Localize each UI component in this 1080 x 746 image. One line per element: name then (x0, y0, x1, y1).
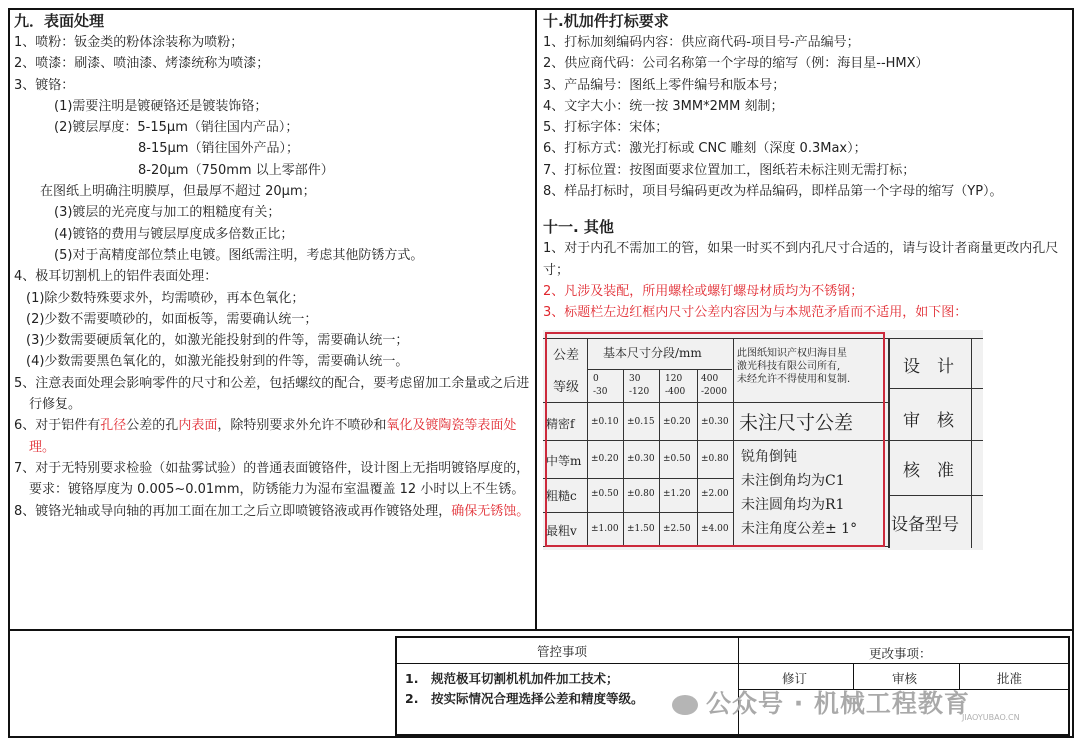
range-3: 400 (701, 374, 719, 384)
grade-header-2: 等级 (553, 380, 580, 395)
marking-section (543, 10, 1068, 324)
mark-item-3: 3、产品编号：图纸上零件编号和版本号； (543, 77, 786, 93)
item-5: 5、注意表面处理会影响零件的尺寸和公差，包括螺纹的配合，要考虑留加工余量或之后进行修复。 (14, 375, 530, 413)
copyright-1: 此图纸知识产权归海目星 (737, 348, 847, 359)
cell: ±1.20 (663, 489, 691, 499)
row-name-medium: 中等m (546, 454, 582, 468)
item-6-a: 6、对于铝件有 (14, 418, 101, 434)
range-1b: -120 (629, 387, 650, 397)
item-1: 1、喷粉：钣金类的粉体涂装称为喷粉； (14, 35, 244, 50)
mark-item-2: 2、供应商代码：公司名称第一个字母的缩写（例：海目星--HMX） (543, 56, 929, 72)
watermark (672, 684, 970, 720)
footer-divider (8, 629, 1074, 631)
cell: ±0.20 (663, 417, 691, 427)
row-name-very-coarse: 最粗v (546, 524, 577, 538)
approve-label-bottom: 批准 (997, 671, 1023, 686)
item-4-4: (4)少数需要黑色氧化的，如激光能投射到的件等，需要确认统一。 (26, 354, 409, 370)
watermark-text: 公众号 · 机械工程教育 (706, 689, 970, 718)
cell: ±0.80 (627, 489, 655, 499)
item-6-f: 氧化及镀陶瓷等表面处理。 (29, 418, 517, 455)
cell: ±0.20 (591, 454, 619, 464)
design-label: 设 计 (903, 357, 954, 377)
control-title: 管控事项 (537, 644, 588, 659)
cell: ±4.00 (701, 524, 729, 534)
item-3: 3、镀铬： (14, 77, 75, 93)
mark-item-8: 8、样品打标时，项目号编码更改为样品编码，即样品第一个字母的缩写（YP）。 (543, 184, 1003, 200)
control-item-1: 1. 规范极耳切割机机加件加工技术； (405, 671, 619, 686)
range-0b: -30 (593, 387, 608, 397)
model-label: 设备型号 (891, 515, 959, 535)
range-0: 0 (593, 374, 599, 384)
column-divider (535, 8, 537, 630)
item-3-note: 在图纸上明确注明膜厚，但最厚不超过 20μm； (40, 184, 316, 200)
item-6-d: 内表面 (178, 418, 218, 434)
cell: ±1.50 (627, 524, 655, 534)
wechat-icon (672, 695, 698, 715)
edge-note-3: 未注圆角均为R1 (741, 497, 845, 513)
range-2: 120 (665, 374, 683, 384)
cell: ±0.10 (591, 417, 619, 427)
item-4-3: (3)少数需要硬质氧化的，如激光能投射到的件等，需要确认统一； (26, 333, 409, 349)
other-item-3: 3、标题栏左边红框内尺寸公差内容因为与本规范矛盾而不适用，如下图： (543, 305, 968, 321)
title-block-image (543, 330, 983, 550)
section-title-surface: 九．表面处理 (14, 12, 105, 30)
item-3-4: (4)镀铬的费用与镀层厚度成多倍数正比； (54, 226, 294, 242)
cell: ±0.80 (701, 454, 729, 464)
row-name-coarse: 粗糙c (546, 489, 577, 503)
mark-item-5: 5、打标字体：宋体； (543, 120, 669, 136)
section-title-other: 十一. 其他 (543, 218, 614, 237)
item-4-1: (1)除少数特殊要求外，均需喷砂，再本色氧化； (26, 290, 305, 306)
cell: ±0.50 (591, 489, 619, 499)
cell: ±1.00 (591, 524, 619, 534)
unmarked-tolerance: 未注尺寸公差 (739, 412, 854, 434)
edge-note-2: 未注倒角均为C1 (741, 473, 845, 489)
surface-treatment-section (14, 10, 532, 522)
mark-item-4: 4、文字大小：统一按 3MM*2MM 刻制； (543, 98, 784, 114)
item-7: 7、对于无特别要求检验（如盐雾试验）的普通表面镀铬件，设计图上无指明镀铬厚度的，要求：镀铬厚度为 0.005~0.01mm，防锈能力为湿布室温覆盖 12 小时以上不生锈。 (14, 460, 530, 498)
cell: ±0.30 (627, 454, 655, 464)
range-3b: -2000 (701, 387, 727, 397)
item-8-a: 8、镀铬光轴或导向轴的再加工面在加工之后立即喷镀铬液或再作镀铬处理， (14, 503, 452, 519)
grade-header-1: 公差 (553, 348, 580, 363)
row-name-fine: 精密f (546, 417, 575, 431)
item-3-2: (2)镀层厚度：5-15μm（销往国内产品）； (54, 120, 299, 136)
mark-item-6: 6、打标方式：激光打标或 CNC 雕刻（深度 0.3Max）； (543, 141, 867, 157)
item-3-2b: 8-15μm（销往国外产品）； (138, 141, 299, 157)
other-item-1: 1、对于内孔不需加工的管，如果一时买不到内孔尺寸合适的，请与设计者商量更改内孔尺寸； (543, 241, 1059, 278)
item-6-c: 公差的孔 (126, 418, 179, 434)
change-title: 更改事项： (869, 646, 932, 661)
revise-label: 修订 (782, 671, 808, 686)
item-8 (14, 501, 532, 522)
cell: ±2.50 (663, 524, 691, 534)
watermark-sub: JIAOYUBAO.CN (962, 713, 1020, 722)
item-3-1: (1)需要注明是镀硬铬还是镀装饰铬； (54, 98, 268, 114)
item-8-b: 确保无锈蚀。 (451, 503, 530, 519)
item-2: 2、喷漆：刷漆、喷油漆、烤漆统称为喷漆； (14, 56, 270, 72)
copyright-2: 激光科技有限公司所有, (737, 361, 841, 372)
approve-label: 核 准 (903, 461, 954, 481)
cell: ±0.15 (627, 417, 655, 427)
item-3-5: (5)对于高精度部位禁止电镀。图纸需注明，考虑其他防锈方式。 (54, 247, 424, 263)
mark-item-7: 7、打标位置：按图面要求位置加工，图纸若未标注则无需打标； (543, 162, 916, 178)
mark-item-1: 1、打标加刻编码内容：供应商代码-项目号-产品编号； (543, 35, 860, 50)
other-item-2: 2、凡涉及装配，所用螺栓或螺钉螺母材质均为不锈钢； (543, 283, 864, 299)
item-4-2: (2)少数不需要喷砂的，如面板等，需要确认统一； (26, 311, 318, 327)
basic-size-header: 基本尺寸分段/mm (603, 346, 702, 360)
item-6-b: 孔径 (100, 418, 127, 434)
cell: ±2.00 (701, 489, 729, 499)
cell: ±0.30 (701, 417, 729, 427)
range-1: 30 (629, 374, 641, 384)
edge-note-1: 锐角倒钝 (741, 449, 797, 465)
review-label: 审 核 (903, 411, 954, 431)
item-6-e: ，除特别要求外允许不喷砂和 (217, 418, 387, 434)
cell: ±0.50 (663, 454, 691, 464)
range-2b: -400 (665, 387, 686, 397)
item-3-2c: 8-20μm（750mm 以上零部件） (138, 162, 334, 178)
item-3-3: (3)镀层的光亮度与加工的粗糙度有关； (54, 205, 281, 221)
edge-note-4: 未注角度公差± 1° (741, 521, 858, 537)
section-title-marking: 十.机加件打标要求 (543, 12, 669, 30)
item-6 (14, 415, 532, 458)
item-4: 4、极耳切割机上的铝件表面处理： (14, 269, 218, 285)
copyright-3: 未经允许不得使用和复制. (737, 374, 851, 385)
audit-label: 审核 (892, 671, 918, 686)
control-item-2: 2. 按实际情况合理选择公差和精度等级。 (405, 691, 644, 706)
